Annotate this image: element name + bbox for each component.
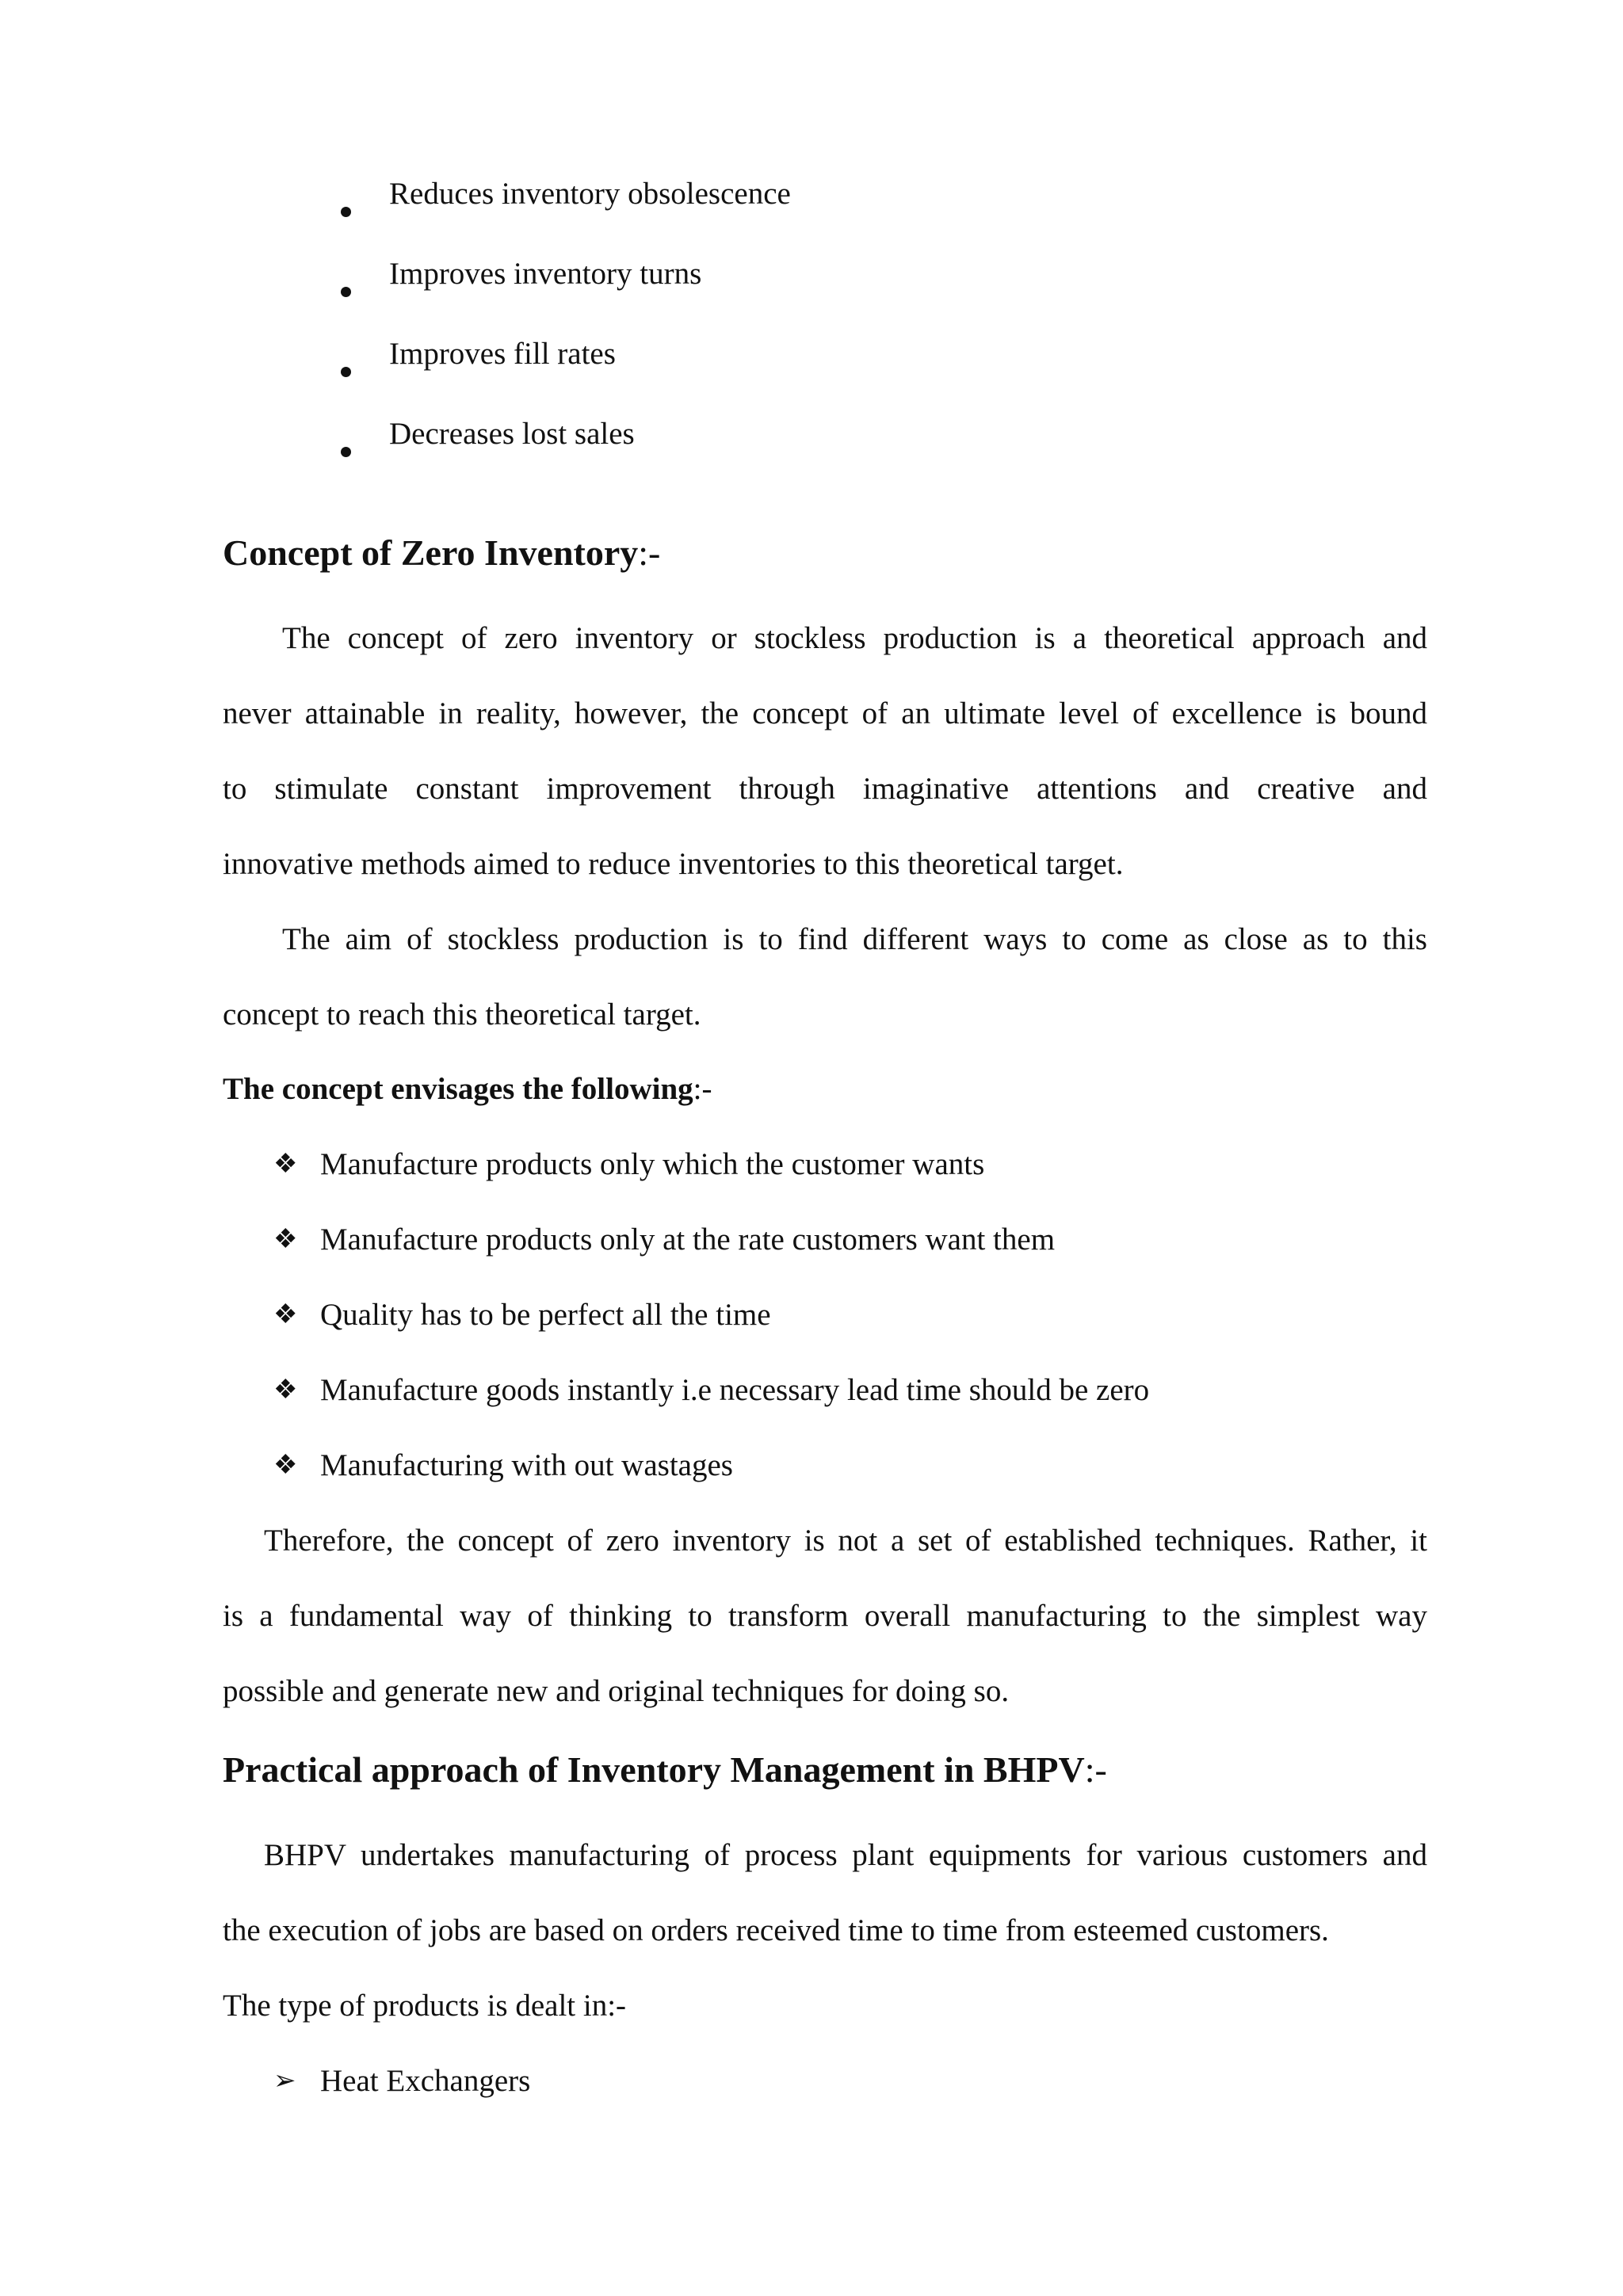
- list-item-text: Improves inventory turns: [389, 257, 702, 291]
- list-item: [273, 1296, 771, 1334]
- diamond-bullet-icon: ❖: [273, 1225, 298, 1254]
- paragraph-line: the execution of jobs are based on orders received time to time from esteemed customers.: [223, 1913, 1329, 1947]
- paragraph-line: The type of products is dealt in:-: [223, 1989, 627, 2023]
- paragraph-line: concept to reach this theoretical target.: [223, 997, 701, 1032]
- heading-text: Concept of Zero Inventory: [223, 532, 639, 573]
- diamond-bullet-icon: ❖: [273, 1150, 298, 1179]
- diamond-bullet-icon: ❖: [273, 1300, 298, 1329]
- list-item-text: Reduces inventory obsolescence: [389, 177, 791, 211]
- section-heading-zero-inventory: [223, 531, 660, 575]
- paragraph-line: BHPV undertakes manufacturing of process plant equipments for various customers and: [264, 1838, 1427, 1872]
- list-item: [389, 335, 616, 373]
- list-item-text: Decreases lost sales: [389, 417, 635, 451]
- list-item-text: Quality has to be perfect all the time: [320, 1298, 771, 1332]
- list-item-text: Manufacture goods instantly i.e necessary lead time should be zero: [320, 1373, 1150, 1407]
- list-item: [273, 1447, 733, 1485]
- bullet-dot-icon: [341, 367, 351, 377]
- list-item: [273, 2062, 531, 2100]
- list-item-text: Manufacture products only which the customer wants: [320, 1147, 985, 1181]
- diamond-bullet-icon: ❖: [273, 1375, 298, 1405]
- subheading-suffix: :-: [693, 1072, 712, 1106]
- bullet-dot-icon: [341, 447, 351, 457]
- subheading-text: The concept envisages the following: [223, 1072, 693, 1106]
- paragraph-line: is a fundamental way of thinking to transform overall manufacturing to the simplest way: [223, 1599, 1427, 1633]
- heading-suffix: :-: [638, 532, 661, 573]
- paragraph-line: possible and generate new and original techniques for doing so.: [223, 1674, 1010, 1708]
- arrow-bullet-icon: ➢: [273, 2066, 296, 2096]
- list-item: [273, 1221, 1056, 1259]
- heading-suffix: :-: [1084, 1749, 1107, 1790]
- list-item: [389, 175, 791, 213]
- list-item-text: Manufacture products only at the rate customers want them: [320, 1222, 1056, 1257]
- bullet-dot-icon: [341, 287, 351, 297]
- list-item-text: Manufacturing with out wastages: [320, 1448, 733, 1482]
- paragraph-line: The concept of zero inventory or stockless production is a theoretical approach and: [282, 621, 1427, 655]
- paragraph-line: The aim of stockless production is to find different ways to come as close as to this: [282, 922, 1427, 956]
- list-item: [273, 1146, 985, 1184]
- diamond-bullet-icon: ❖: [273, 1451, 298, 1480]
- list-item: [273, 1371, 1150, 1409]
- paragraph-line: never attainable in reality, however, the concept of an ultimate level of excellence is bound: [223, 696, 1427, 730]
- heading-text: Practical approach of Inventory Management in BHPV: [223, 1749, 1085, 1790]
- paragraph-line: Therefore, the concept of zero inventory is not a set of established techniques. Rather, it: [264, 1524, 1427, 1558]
- section-heading-bhpv: [223, 1748, 1107, 1792]
- bullet-dot-icon: [341, 207, 351, 217]
- paragraph-line: to stimulate constant improvement through imaginative attentions and creative and: [223, 772, 1427, 806]
- list-item: [389, 415, 635, 453]
- list-item: [389, 255, 701, 293]
- subheading-concept-envisages: [223, 1070, 712, 1108]
- list-item-text: Improves fill rates: [389, 337, 616, 371]
- paragraph-line: innovative methods aimed to reduce inventories to this theoretical target.: [223, 847, 1124, 881]
- list-item-text: Heat Exchangers: [320, 2064, 531, 2098]
